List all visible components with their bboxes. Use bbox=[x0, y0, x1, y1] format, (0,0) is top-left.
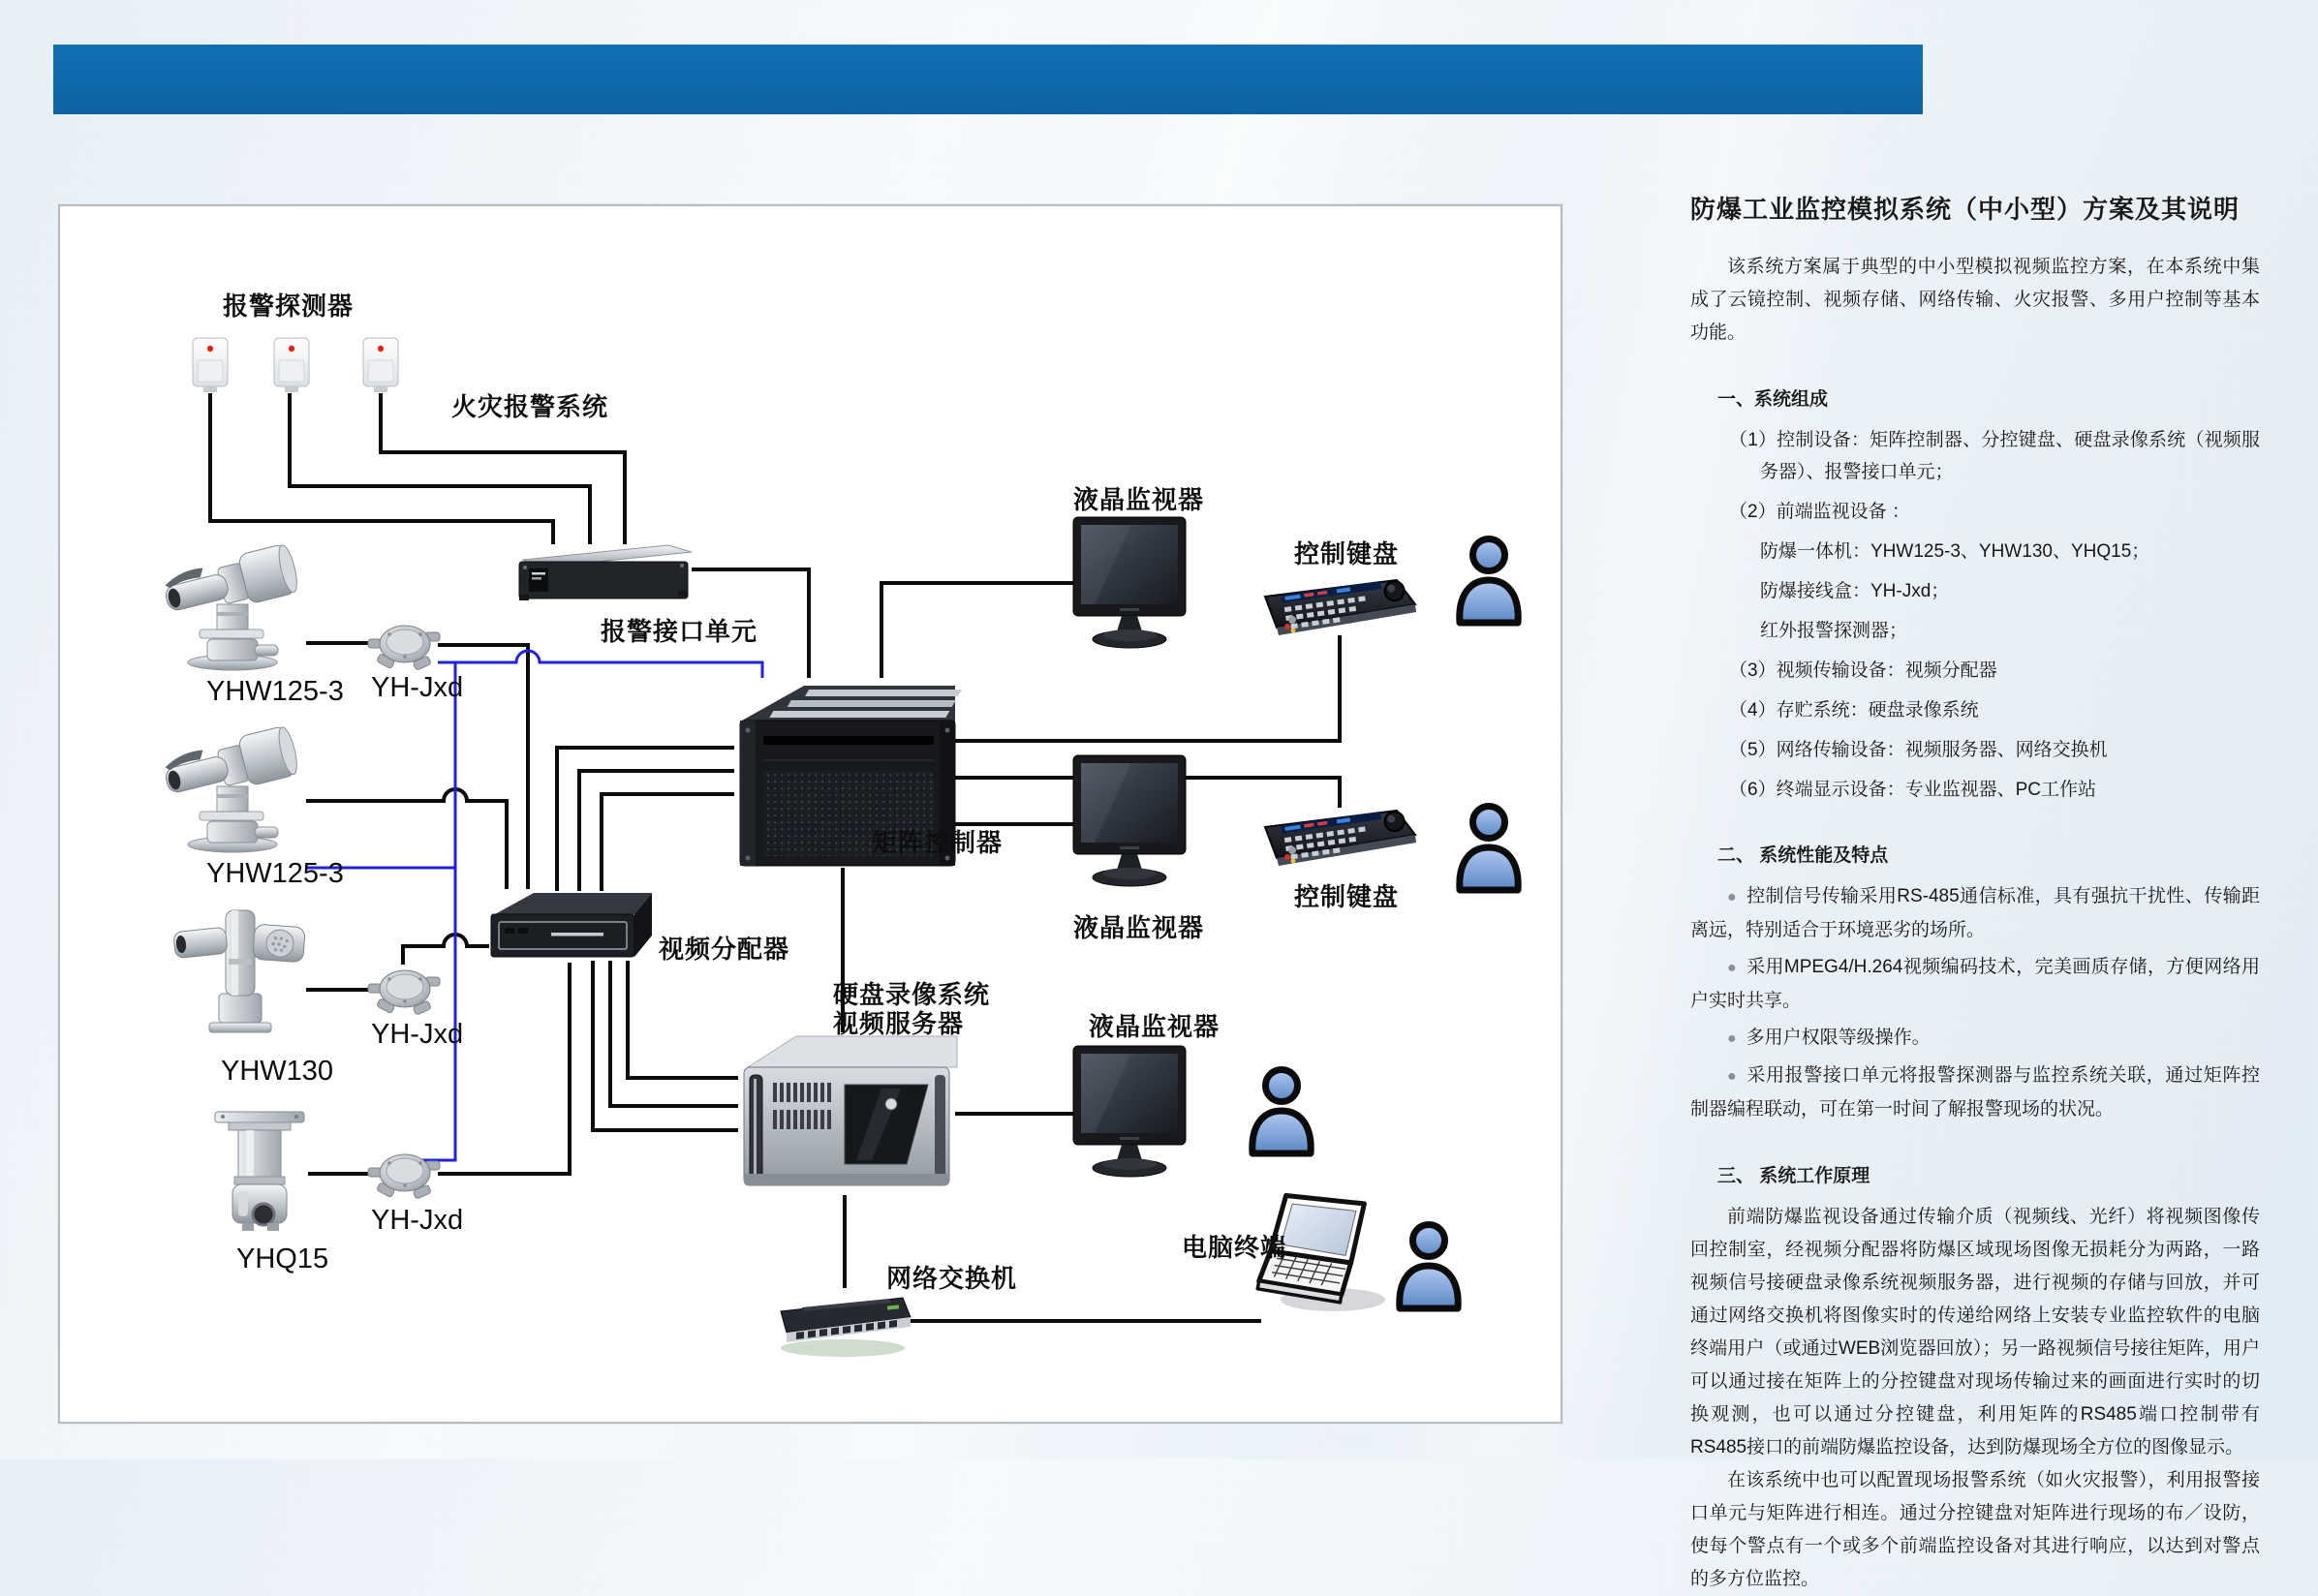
label-alarm-detector: 报警探测器 bbox=[223, 292, 355, 321]
label-alarm-interface-unit: 报警接口单元 bbox=[601, 617, 758, 646]
network-switch-icon bbox=[773, 1286, 914, 1365]
label-control-keyboard-1: 控制键盘 bbox=[1294, 539, 1400, 568]
control-keyboard-2-icon bbox=[1255, 806, 1418, 875]
section1-subitem: 红外报警探测器； bbox=[1760, 621, 1908, 641]
label-junction-3: YH-Jxd bbox=[371, 1205, 464, 1236]
section1-item: （4）存贮系统：硬盘录像系统 bbox=[1729, 700, 1979, 721]
video-distributor-icon bbox=[487, 889, 652, 969]
label-fire-alarm-system: 火灾报警系统 bbox=[451, 392, 609, 421]
feature-bullet: ● 采用MPEG4/H.264视频编码技术，完美画质存储，方便网络用户实时共享。 bbox=[1690, 957, 2261, 1011]
section3-heading: 三、 系统工作原理 bbox=[1717, 1166, 1870, 1186]
label-matrix-controller: 矩阵控制器 bbox=[872, 828, 1004, 857]
label-camera-yhw125-1: YHW125-3 bbox=[206, 676, 344, 707]
section1-item: （3）视频传输设备：视频分配器 bbox=[1729, 660, 1997, 681]
section1-item: （5）网络传输设备：视频服务器、网络交换机 bbox=[1729, 740, 2108, 760]
section1-subitem: 防爆接线盒：YH-Jxd； bbox=[1760, 581, 1950, 601]
control-keyboard-1-icon bbox=[1255, 575, 1418, 644]
camera-yhq15-icon bbox=[209, 1106, 310, 1244]
label-junction-2: YH-Jxd bbox=[371, 1019, 464, 1050]
camera-yhw125-1-icon bbox=[163, 542, 308, 678]
bullet-dot-icon: ● bbox=[1727, 1068, 1738, 1085]
section2-heading: 二、 系统性能及特点 bbox=[1717, 845, 1889, 866]
label-camera-yhw130: YHW130 bbox=[221, 1056, 334, 1087]
feature-bullet: ● 控制信号传输采用RS-485通信标准，具有强抗干扰性、传输距离远，特别适合于环境恶劣的场所。 bbox=[1690, 886, 2260, 940]
bullet-dot-icon: ● bbox=[1727, 960, 1738, 976]
section1-item: （1）控制设备：矩阵控制器、分控键盘、硬盘录像系统（视频服务器）、报警接口单元； bbox=[1729, 430, 2260, 482]
operator-person-4-icon bbox=[1389, 1218, 1468, 1316]
bullet-dot-icon: ● bbox=[1727, 1030, 1737, 1047]
section3-paragraph: 在该系统中也可以配置现场报警系统（如火灾报警），利用报警接口单元与矩阵进行相连。通过分控键盘对矩阵进行现场的布／设防，使每个警点有一个或多个前端监控设备对其进行响应，以达到对警点的多方位监控。 bbox=[1690, 1470, 2260, 1589]
label-junction-1: YH-Jxd bbox=[371, 672, 464, 703]
label-dvr-server bbox=[833, 980, 990, 1038]
label-lcd-monitor-2: 液晶监视器 bbox=[1073, 913, 1205, 942]
label-camera-yhq15: YHQ15 bbox=[236, 1243, 329, 1274]
alarm-detector-1-icon bbox=[192, 337, 229, 398]
label-camera-yhw125-2: YHW125-3 bbox=[206, 858, 344, 889]
label-control-keyboard-2: 控制键盘 bbox=[1294, 882, 1400, 911]
junction-box-1-icon bbox=[368, 620, 440, 675]
operator-person-1-icon bbox=[1449, 533, 1529, 630]
header-bar bbox=[53, 45, 1923, 114]
label-video-distributor: 视频分配器 bbox=[659, 935, 790, 964]
operator-person-2-icon bbox=[1449, 800, 1529, 898]
page-title: 防爆工业监控模拟系统（中小型）方案及其说明 bbox=[1690, 195, 2241, 224]
article-panel bbox=[1690, 190, 2260, 1596]
alarm-detector-3-icon bbox=[362, 337, 399, 398]
alarm-detector-2-icon bbox=[273, 337, 310, 398]
junction-box-3-icon bbox=[368, 1149, 440, 1204]
camera-yhw130-icon bbox=[170, 908, 308, 1047]
lcd-monitor-1-icon bbox=[1071, 517, 1188, 661]
camera-yhw125-2-icon bbox=[163, 724, 308, 860]
junction-box-2-icon bbox=[368, 965, 440, 1020]
section1-item: （6）终端显示设备：专业监视器、PC工作站 bbox=[1729, 780, 2096, 800]
alarm-interface-unit-icon bbox=[513, 540, 694, 609]
label-lcd-monitor-1: 液晶监视器 bbox=[1073, 485, 1205, 514]
lcd-monitor-3-icon bbox=[1071, 1046, 1188, 1190]
label-network-switch: 网络交换机 bbox=[886, 1264, 1018, 1293]
section1-heading: 一、系统组成 bbox=[1717, 389, 1829, 410]
label-pc-terminal: 电脑终端 bbox=[1182, 1233, 1287, 1262]
section3-paragraph: 前端防爆监视设备通过传输介质（视频线、光纤）将视频图像传回控制室，经视频分配器将防爆区域现场图像无损耗分为两路，一路视频信号接硬盘录像系统视频服务器，进行视频的存储与回放，并可通过网络交换机将图像实时的传递给网络上安装专业监控软件的电脑终端用户（或通过WEB浏览器回放）；另一路视频信号接往矩阵，用户可以通过接在矩阵上的分控键盘对现场传输过来的画面进行实时的切换观测，也可以通过分控键盘，利用矩阵的RS485端口控制带有RS485接口的前端防爆监控设备，达到防爆现场全方位的图像显示。 bbox=[1690, 1207, 2260, 1458]
section1-item: （2）前端监视设备 ： bbox=[1729, 502, 1910, 522]
feature-bullet: ● 多用户权限等级操作。 bbox=[1727, 1028, 1931, 1048]
operator-person-3-icon bbox=[1242, 1063, 1321, 1161]
feature-bullet: ● 采用报警接口单元将报警探测器与监控系统关联，通过矩阵控制器编程联动，可在第一时间了解报警现场的状况。 bbox=[1690, 1065, 2260, 1120]
label-dvr-line1: 硬盘录像系统 bbox=[833, 980, 991, 1009]
label-lcd-monitor-3: 液晶监视器 bbox=[1089, 1012, 1221, 1041]
video-server-icon bbox=[736, 1030, 957, 1202]
article-intro: 该系统方案属于典型的中小型模拟视频监控方案，在本系统中集成了云镜控制、视频存储、网络传输、火灾报警、多用户控制等基本功能。 bbox=[1690, 257, 2260, 343]
section1-subitem: 防爆一体机：YHW125-3、YHW130、YHQ15； bbox=[1760, 541, 2150, 562]
bullet-dot-icon: ● bbox=[1727, 889, 1738, 905]
label-dvr-line2: 视频服务器 bbox=[833, 1009, 965, 1038]
lcd-monitor-2-icon bbox=[1071, 755, 1188, 900]
